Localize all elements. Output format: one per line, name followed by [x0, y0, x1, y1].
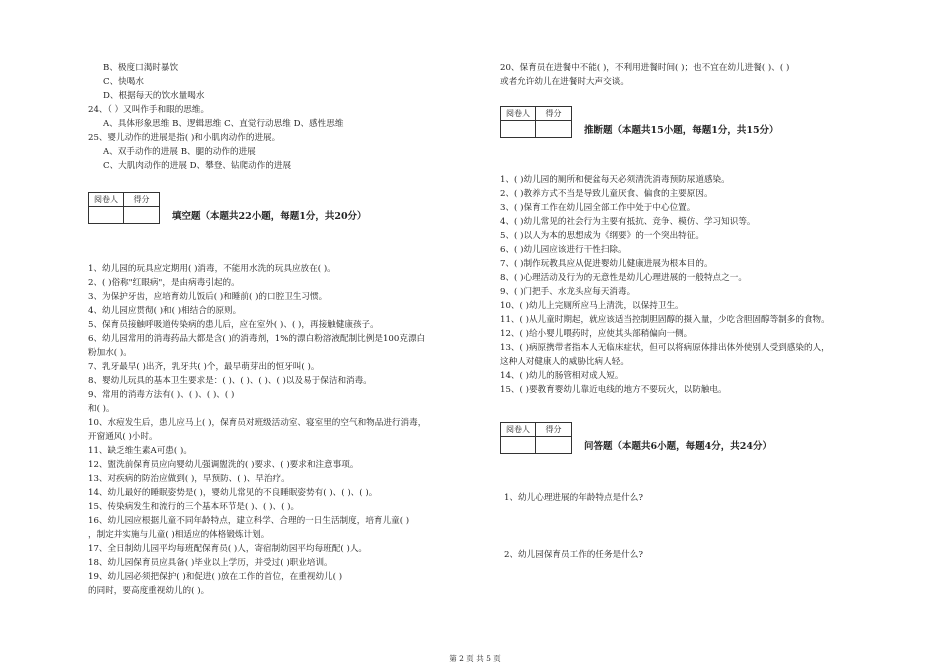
fill-item: 粉加水( )。	[88, 348, 132, 358]
fill-section-title: 填空题（本题共22小题，每题1分，共20分）	[172, 211, 367, 222]
option-c: C、快喝水	[103, 77, 144, 87]
fill-item: 的同时，要高度重视幼儿的( )。	[88, 586, 210, 596]
judge-item: 9、( )门把手、水龙头应每天消毒。	[500, 287, 636, 297]
fill-item: 4、幼儿园应贯彻( )和( )相结合的原则。	[88, 306, 242, 316]
judge-item: 10、( )幼儿上完厕所应马上清洗，以保持卫生。	[500, 301, 684, 311]
qa-item: 2、幼儿园保育员工作的任务是什么?	[504, 550, 643, 560]
fill-item: 6、幼儿园常用的消毒药品大都是含( )的消毒剂，1%的漂白粉溶液配制比例是100克漂白	[88, 334, 426, 344]
fill-item: 12、盥洗前保育员应向婴幼儿强调盥洗的( )要求、( )要求和注意事项。	[88, 460, 359, 470]
fill-item: 11、缺乏维生素A可患( )。	[88, 446, 192, 456]
question-25: 25、婴儿动作的进展是指( )和小肌肉动作的进展。	[88, 133, 281, 143]
fill-item: 7、乳牙最早( )出齐，乳牙共( )个，最早萌芽出的恒牙叫( )。	[88, 362, 320, 372]
fill-item: 2、( )俗称"红眼病"，是由病毒引起的。	[88, 278, 240, 288]
fill-item: 5、保育员接触呼吸道传染病的患儿后，应在室外( )、( )，再接触健康孩子。	[88, 320, 379, 330]
question-25-options-cd: C、大肌肉动作的进展 D、攀登、钻爬动作的进展	[103, 161, 292, 171]
judge-item: 12、( )给小婴儿喂药时，应使其头部稍偏向一侧。	[500, 329, 693, 339]
fill-item: 15、传染病发生和流行的三个基本环节是( )、( )、( )。	[88, 502, 300, 512]
question-24: 24、（ ）又叫作手和眼的思维。	[88, 105, 210, 115]
score-box-fill	[88, 192, 160, 224]
fill-item: 19、幼儿园必须把保护( )和促进( )放在工作的首位，在重视幼儿( )	[88, 572, 343, 582]
score-label: 得分	[133, 195, 150, 204]
fill-item: 13、对疾病的防治应做到( )，早预防、( )、早治疗。	[88, 474, 290, 484]
judge-item: 11、( )从儿童时期起，就应该适当控制胆固醇的摄入量，少吃含胆固醇等制多的食物。	[500, 315, 830, 325]
score-box-qa	[500, 422, 572, 454]
judge-item: 3、( )保育工作在幼儿园全部工作中处于中心位置。	[500, 203, 696, 213]
qa-item: 1、幼儿心理进展的年龄特点是什么?	[504, 493, 643, 503]
fill-item: 和( )。	[88, 404, 115, 414]
fill-item: 3、为保护牙齿，应培育幼儿饭后( )和睡前( )的口腔卫生习惯。	[88, 292, 328, 302]
fill-item: 9、常用的消毒方法有( )、( )、( )、( )	[88, 390, 235, 400]
fill-item: 17、全日制幼儿园平均每班配保育员( )人，寄宿制幼园平均每班配( )人。	[88, 544, 368, 554]
grader-label: 阅卷人	[501, 107, 536, 120]
judge-item: 8、( )心理活动及行为的无意性是幼儿心理进展的一般特点之一。	[500, 273, 747, 283]
grader-label: 阅卷人	[501, 423, 536, 436]
option-d: D、根据每天的饮水量喝水	[103, 91, 205, 101]
fill-item: 开窗通风( )小时。	[88, 432, 158, 442]
page-number: 第 2 页 共 5 页	[449, 654, 501, 663]
question-20: 20、保育员在进餐中不能( )，不利用进餐时间( )；也不宜在幼儿进餐( )、( )	[500, 63, 790, 73]
judge-item: 7、( )制作玩教具应从促进婴幼儿健康进展为根本目的。	[500, 259, 713, 269]
judge-item: 这种人对健康人的威胁比病人轻。	[500, 357, 629, 367]
fill-item: ，制定并实施与儿童( )相适应的体格锻炼计划。	[88, 530, 270, 540]
judge-item: 1、( )幼儿园的厕所和便盆每天必须清洗消毒预防尿道感染。	[500, 175, 730, 185]
score-box-judge	[500, 106, 572, 138]
fill-item: 1、幼儿园的玩具应定期用( )消毒，不能用水洗的玩具应放在( )。	[88, 264, 336, 274]
qa-section-title: 问答题（本题共6小题，每题4分，共24分）	[584, 441, 772, 452]
grader-label: 阅卷人	[89, 193, 124, 206]
fill-item: 18、幼儿园保育员应具备( )毕业以上学历，并受过( )职业培训。	[88, 558, 333, 568]
judge-item: 13、( )病原携带者指本人无临床症状，但可以将病原体排出体外使别人受到感染的人，	[500, 343, 830, 353]
fill-item: 14、幼儿最好的睡眠姿势是( )，婴幼儿常见的不良睡眠姿势有( )、( )、( )。	[88, 488, 378, 498]
judge-item: 14、( )幼儿的肠管相对成人短。	[500, 371, 624, 381]
judge-item: 6、( )幼儿园应该进行干性扫除。	[500, 245, 627, 255]
judge-item: 5、( )以人为本的思想成为《纲要》的一个突出特征。	[500, 231, 704, 241]
score-label: 得分	[545, 425, 562, 434]
option-b: B、极度口渴时暴饮	[103, 63, 179, 73]
judge-item: 4、( )幼儿常见的社会行为主要有抵抗、竞争、模仿、学习知识等。	[500, 217, 756, 227]
question-25-options-ab: A、双手动作的进展 B、腿的动作的进展	[103, 147, 256, 157]
judge-item: 15、( )要教育婴幼儿靠近电线的地方不要玩火，以防触电。	[500, 385, 727, 395]
question-20-cont: 或者允许幼儿在进餐时大声交谈。	[500, 77, 629, 87]
judge-section-title: 推断题（本题共15小题，每题1分，共15分）	[584, 125, 779, 136]
question-24-options: A、具体形象思维 B、逻辑思维 C、直觉行动思维 D、感性思维	[103, 119, 344, 129]
score-label: 得分	[545, 109, 562, 118]
fill-item: 10、水痘发生后，患儿应马上( )，保育员对班级活动室、寝室里的空气和物品进行消毒，	[88, 418, 427, 428]
fill-item: 16、幼儿园应根据儿童不同年龄特点，建立科学、合理的一日生活制度，培育儿童( )	[88, 516, 410, 526]
judge-item: 2、( )教养方式不当是导致儿童厌食、偏食的主要原因。	[500, 189, 713, 199]
fill-item: 8、婴幼儿玩具的基本卫生要求是：( )、( )、( )、( )以及易于保洁和消毒。	[88, 376, 372, 386]
